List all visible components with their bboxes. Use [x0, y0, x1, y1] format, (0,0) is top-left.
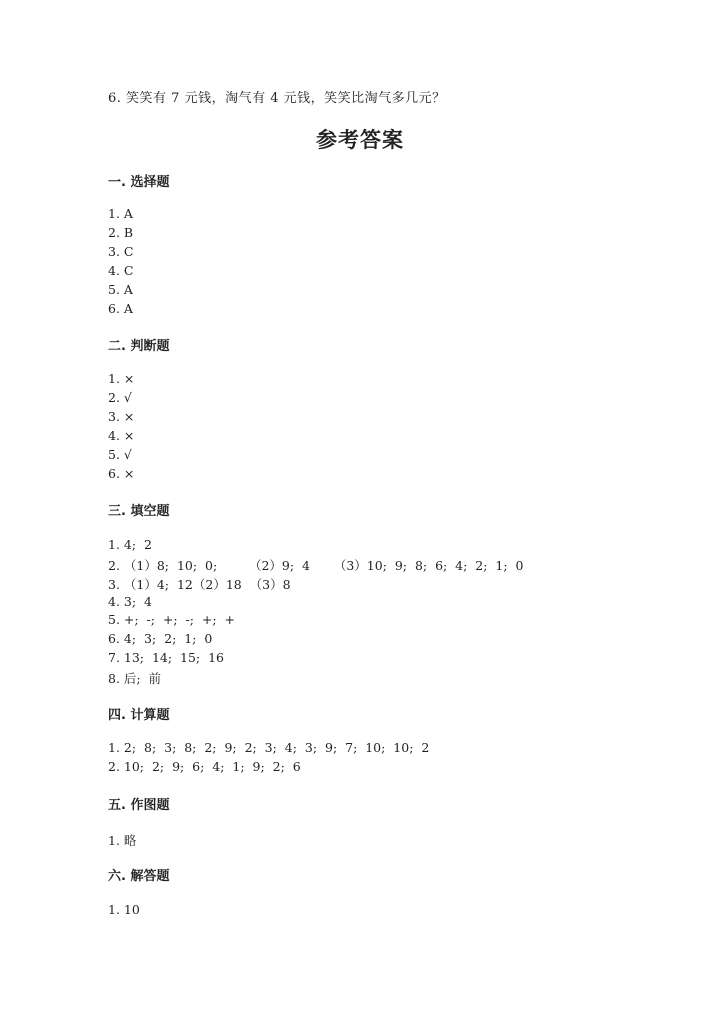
answer-line: 2. （1）8; 10; 0; （2）9; 4 （3）10; 9; 8; 6; 4; 2; 1; 0 — [108, 558, 524, 573]
answer-line: 6. × — [108, 466, 135, 481]
section-heading-choice: 一. 选择题 — [108, 175, 170, 190]
question-6: 6. 笑笑有 7 元钱，淘气有 4 元钱，笑笑比淘气多几元？ — [108, 91, 446, 106]
section-heading-solve: 六. 解答题 — [108, 869, 170, 884]
answer-line: 2. 10; 2; 9; 6; 4; 1; 9; 2; 6 — [108, 759, 301, 774]
answer-line: 3. × — [108, 409, 135, 424]
answers-title: 参考答案 — [316, 128, 404, 152]
answer-line: 1. 10 — [108, 902, 140, 917]
answer-line: 5. +; -; +; -; +; + — [108, 612, 236, 627]
answer-line: 3. C — [108, 244, 134, 259]
answer-line: 1. × — [108, 371, 135, 386]
answer-line: 2. B — [108, 225, 134, 240]
answer-line: 2. √ — [108, 390, 132, 405]
answer-line: 8. 后; 前 — [108, 671, 162, 686]
section-heading-judge: 二. 判断题 — [108, 339, 170, 354]
answer-line: 7. 13; 14; 15; 16 — [108, 650, 224, 665]
answer-line: 1. 略 — [108, 833, 137, 848]
answer-line: 6. A — [108, 301, 133, 316]
answer-line: 1. 4; 2 — [108, 537, 152, 552]
answer-line: 5. √ — [108, 447, 132, 462]
answer-line: 1. 2; 8; 3; 8; 2; 9; 2; 3; 4; 3; 9; 7; 10; 10; 2 — [108, 740, 430, 755]
answer-line: 4. 3; 4 — [108, 594, 152, 609]
answer-line: 4. C — [108, 263, 134, 278]
section-heading-fill: 三. 填空题 — [108, 504, 170, 519]
answer-line: 1. A — [108, 206, 133, 221]
answer-line: 3. （1）4; 12（2）18 （3）8 — [108, 577, 291, 592]
section-heading-draw: 五. 作图题 — [108, 798, 170, 813]
answer-line: 4. × — [108, 428, 135, 443]
answer-line: 6. 4; 3; 2; 1; 0 — [108, 631, 213, 646]
answer-line: 5. A — [108, 282, 133, 297]
section-heading-calc: 四. 计算题 — [108, 708, 170, 723]
